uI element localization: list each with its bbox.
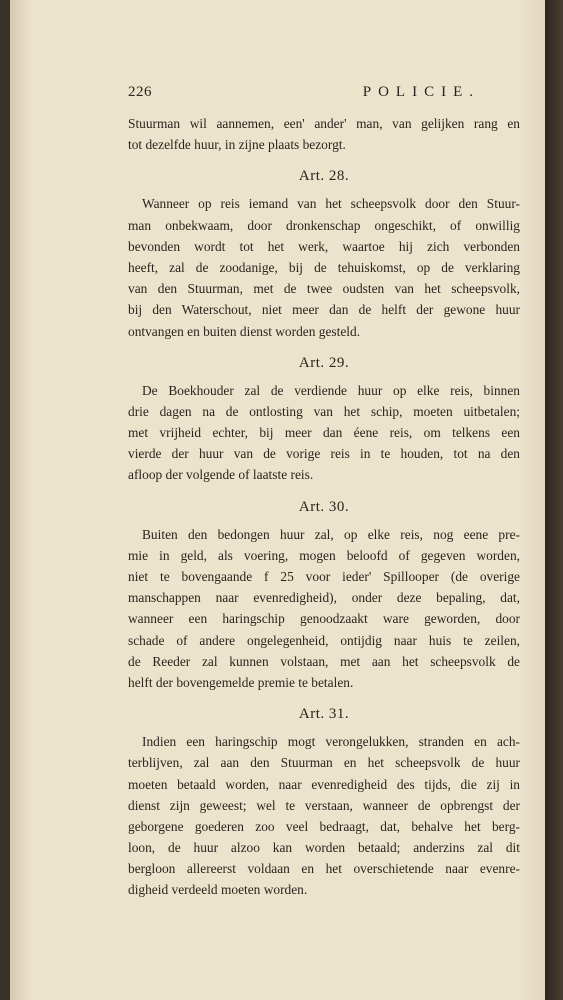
body-line: loon, de huur alzoo kan worden betaald; anderzins zal dit — [128, 840, 520, 856]
page-number: 226 — [128, 84, 152, 100]
body-line: man onbekwaam, door dronkenschap ongeschikt, of onwillig — [128, 217, 520, 233]
body-line: Wanneer op reis iemand van het scheepsvolk door den Stuur- — [142, 196, 520, 212]
article-heading: Art. 31. — [298, 706, 350, 723]
body-line: terblijven, zal aan den Stuurman en het scheepsvolk de huur — [128, 755, 520, 771]
article-heading: Art. 29. — [298, 354, 350, 371]
body-line: vierde der huur van de vorige reis in te houden, tot na den — [128, 446, 520, 462]
body-line: heeft, zal de zoodanige, bij de tehuiskomst, op de verklaring — [128, 259, 520, 275]
body-line: met vrijheid echter, bij meer dan éene reis, om telkens een — [128, 425, 520, 441]
body-line: wanneer een haringschip genoodzaakt ware geworden, door — [128, 611, 520, 627]
article-heading: Art. 30. — [298, 498, 350, 515]
body-line: van den Stuurman, met de twee oudsten van het scheepsvolk, — [128, 281, 520, 297]
page-text — [128, 80, 520, 901]
body-line: dienst zijn geweest; wel te verstaan, wanneer de opbrengst der — [128, 797, 520, 813]
body-line: Indien een haringschip mogt verongelukken, stranden en ach- — [142, 734, 520, 750]
body-line: manschappen naar evenredigheid), onder deze bepaling, dat, — [128, 590, 520, 606]
body-line: De Boekhouder zal de verdiende huur op elke reis, binnen — [142, 382, 520, 398]
article-heading: Art. 28. — [298, 168, 350, 185]
body-line: schade of andere ongelegenheid, ontijdig naar huis te zeilen, — [128, 632, 520, 648]
body-line: geborgene goederen zoo veel bedraagt, dat, behalve het berg- — [128, 818, 520, 834]
body-line: drie dagen na de ontlosting van het schip, moeten uitbetalen; — [128, 403, 520, 419]
body-line: niet te bovengaande f 25 voor ieder' Spillooper (de overige — [128, 569, 520, 584]
body-line: ontvangen en buiten dienst worden gesteld. — [128, 323, 361, 339]
book-edge — [545, 0, 563, 1000]
body-line: Buiten den bedongen huur zal, op elke reis, nog eene pre- — [142, 526, 520, 542]
body-line: helft der bovengemelde premie te betalen. — [128, 674, 354, 690]
body-line: digheid verdeeld moeten worden. — [128, 882, 308, 898]
page-header — [128, 80, 520, 104]
body-line: afloop der volgende of laatste reis. — [128, 467, 314, 483]
body-line: mie in geld, als voering, mogen beloofd of gegeven worden, — [128, 547, 520, 563]
body-line: de Reeder zal kunnen volstaan, met aan het scheepsvolk de — [128, 653, 520, 669]
body-line: moeten betaald worden, naar evenredigheid des tijds, die zij in — [128, 776, 520, 792]
body-line: bergloon allereerst voldaan en het overschietende naar evenre- — [128, 861, 520, 877]
running-title: POLICIE. — [362, 84, 480, 100]
body-line: Stuurman wil aannemen, een' ander' man, van gelijken rang en — [128, 116, 520, 131]
body-line: bevonden wordt tot het werk, waartoe hij zich verbonden — [128, 238, 520, 254]
body-line: bij den Waterschout, niet meer dan de helft der gewone huur — [128, 302, 520, 318]
body-line: tot dezelfde huur, in zijne plaats bezorgt. — [128, 137, 346, 153]
